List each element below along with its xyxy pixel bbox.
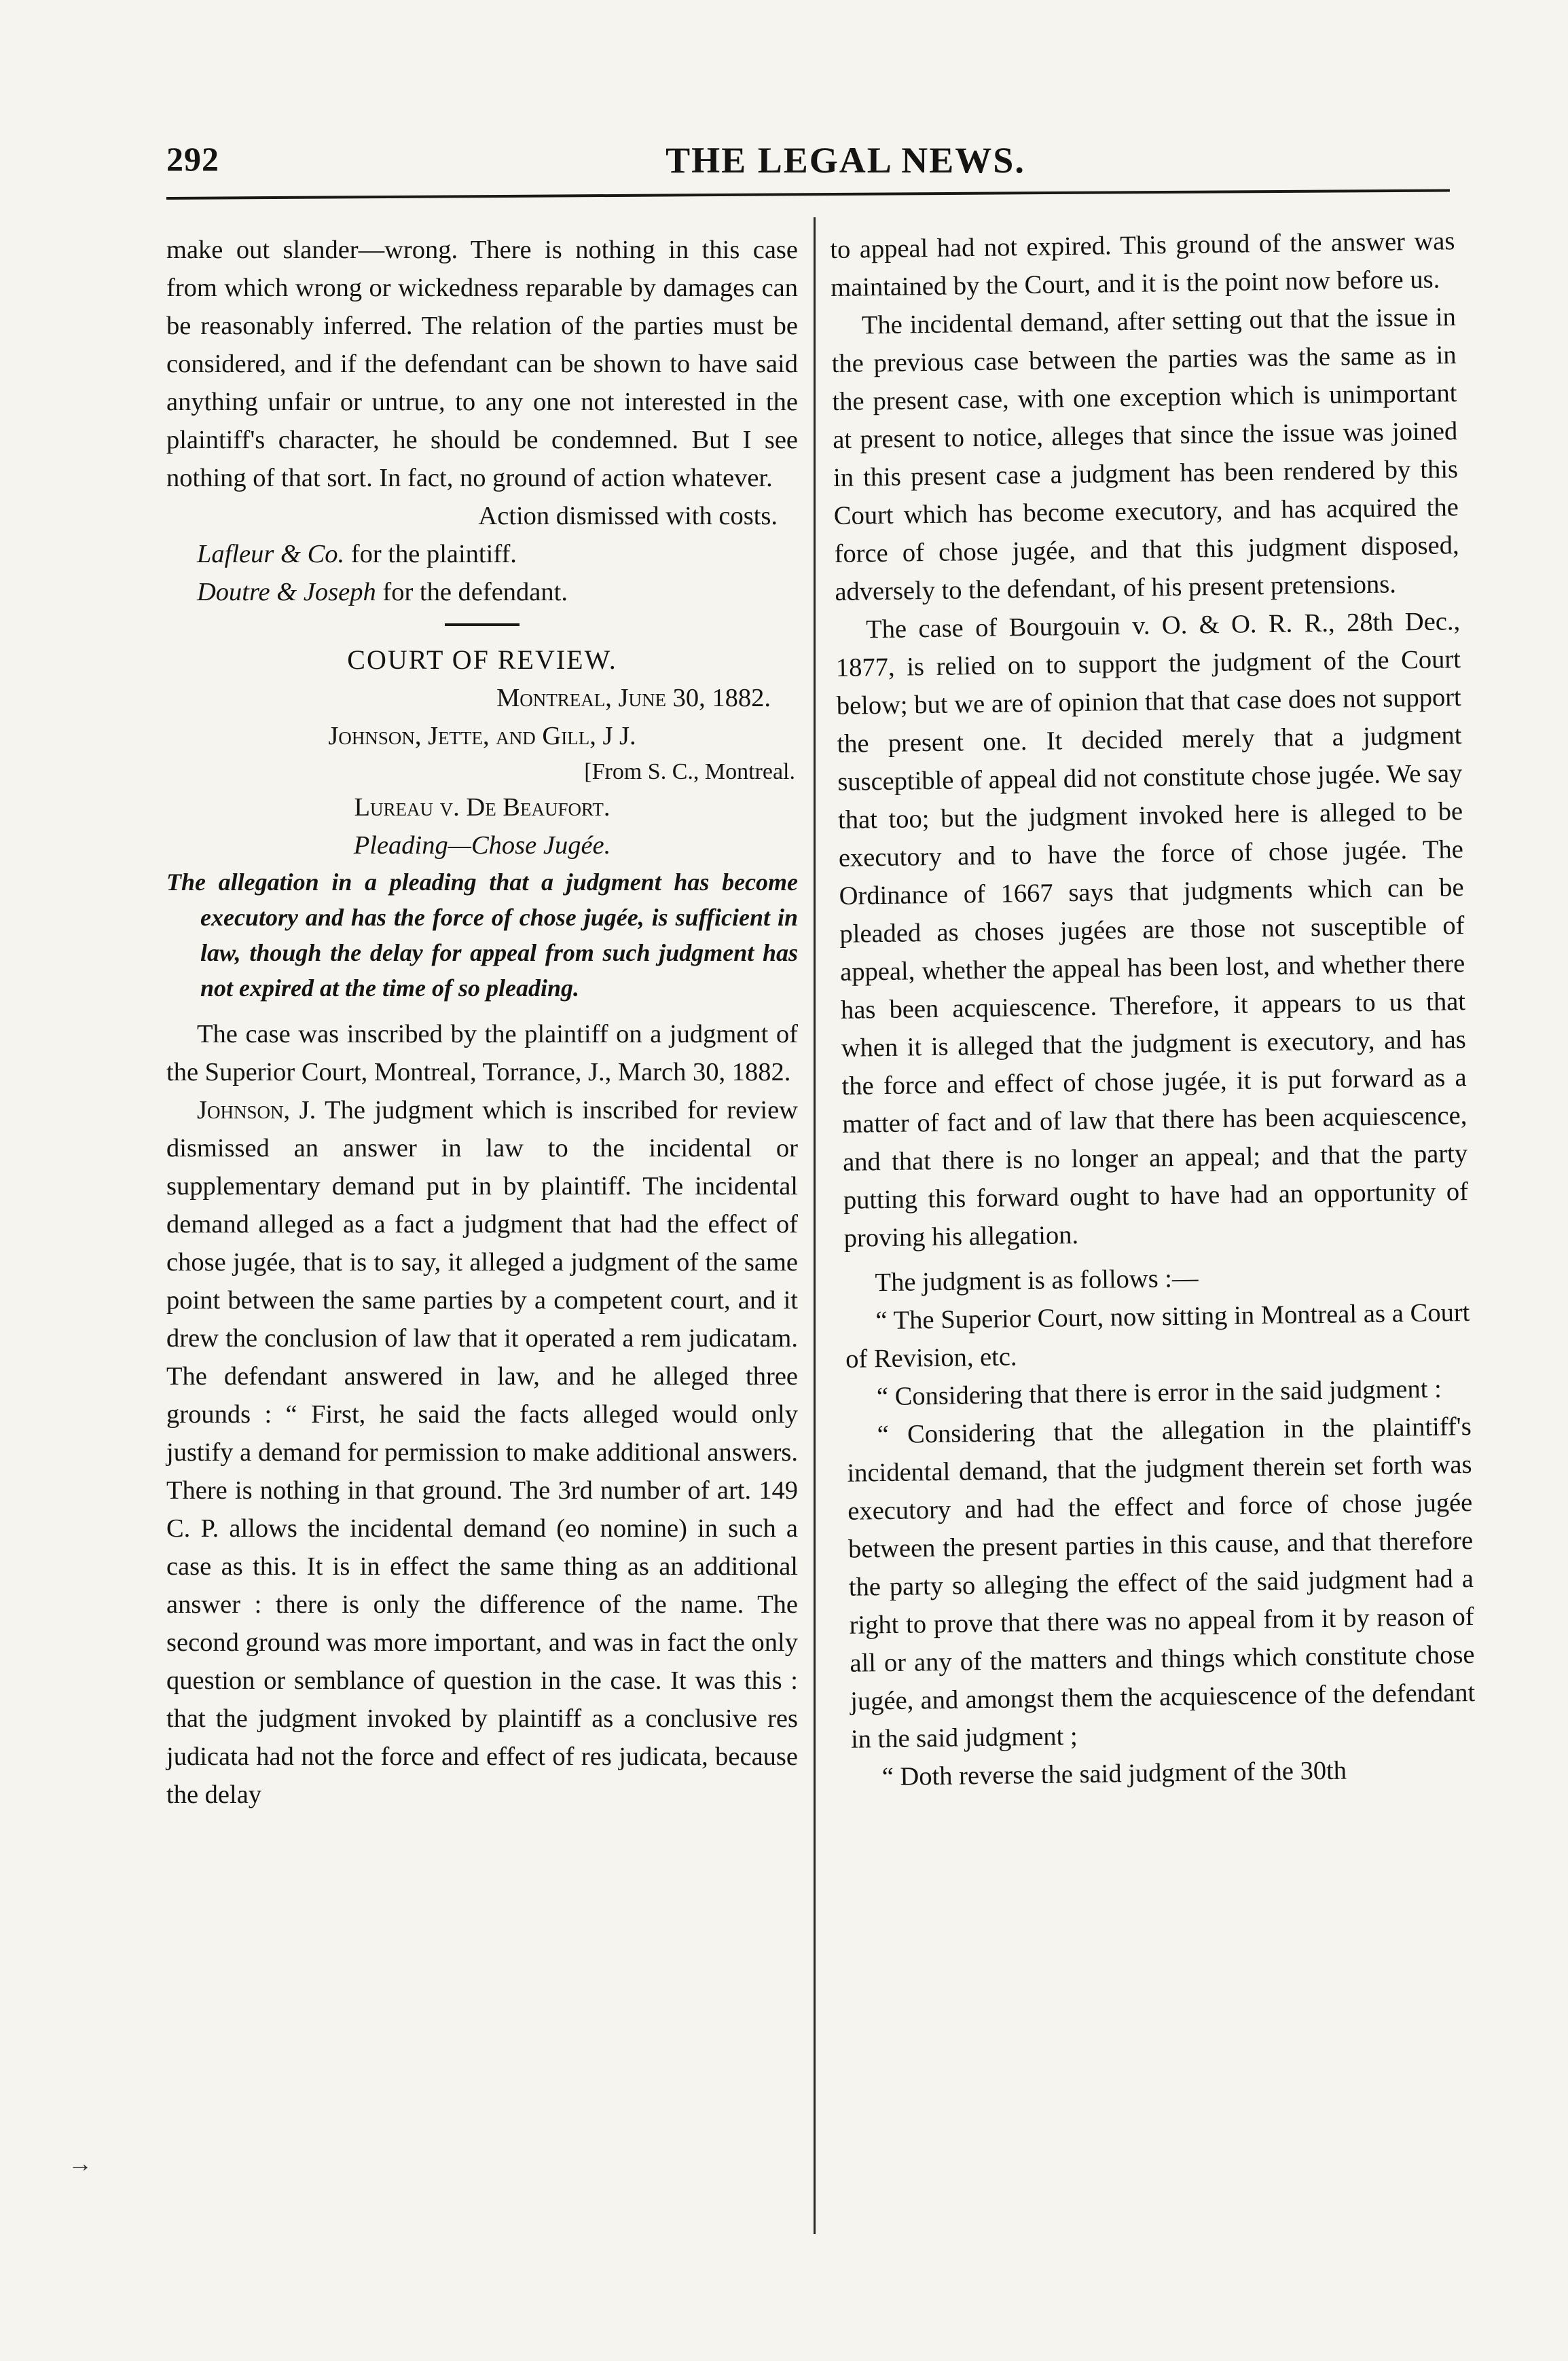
paragraph: The judgment is as follows :— [875,1264,1199,1298]
paragraph: “ The Superior Court, now sitting in Montreal as a Court of Revision, etc. [845,1298,1470,1374]
paragraph: The case was inscribed by the plaintiff on a judgment of the Superior Court, Montreal, Torrance, J., March 30, 1882. [166,1020,798,1086]
counsel-role: for the plaintiff. [344,540,517,568]
paragraph: The incidental demand, after setting out that the issue in the previous case between the parties was the same as in the present case, with one exception which is unimportant at present to notice, alleges that since the issue was joined in this present case a judgment has been rendered by this Court which has become executory, and has acquired the force of chose jugée, and that this judgment disposed, adversely to the defendant, of his present pretensions. [831,303,1459,606]
paragraph: to appeal had not expired. This ground of the answer was maintained by the Court, and it is the point now before us. [830,227,1455,302]
place-date: Montreal, June 30, 1882. [496,684,771,712]
right-column [830,222,1476,1797]
left-column [166,231,798,1814]
judges: Johnson, Jette, and Gill, J J. [328,722,636,750]
paragraph: make out slander—wrong. There is nothing in this case from which wrong or wickedness reparable by damages can be reasonably inferred. The relation of the parties must be considered, and if the defendant can be shown to have said anything unfair or untrue, to any one not interested in the plaintiff's character, he should be condemned. But I see nothing of that sort. In fact, no ground of action whatever. [166,236,798,492]
paragraph: The case of Bourgouin v. O. & O. R. R., 28th Dec., 1877, is relied on to support the judgment of the Court below; but we are of opinion that that case does not support the present one. It decided merely that a judgment susceptible of appeal did not constitute chose jugée. We say that too; but the judgment invoked here is alleged to be executory and to have the force of chose jugée. The Ordinance of 1667 says that judgments which can be pleaded as choses jugées are those not susceptible of appeal, whether the appeal has been lost, and whether there has been acquiescence. Therefore, it appears to us that when it is alleged that the judgment is executory, and has the force and effect of chose jugée, it is put forward as a matter of fact and of law that there has been acquiescence, and that there is no longer an appeal; and that the party putting this forward ought to have had an opportunity of proving his allegation. [835,607,1469,1253]
page-number: 292 [166,140,219,178]
counsel-name: Lafleur & Co. [197,540,345,568]
page-header [166,139,1450,194]
opinion-text: The judgment which is inscribed for review dismissed an answer in law to the incidental or supplementary demand put in by plaintiff. The incidental demand alleged as a fact a judgment that had the effect of chose jugée, that is to say, it alleged a judgment of the same point between the same parties by a competent court, and it drew the conclusion of law that it operated a rem judicatam. The defendant answered in law, and he alleged three grounds : “ First, he said the facts alleged would only justify a demand for permission to make additional answers. There is nothing in that ground. The 3rd number of art. 149 C. P. allows the incidental demand (eo nomine) in such a case as this. It is in effect the same thing as an additional answer : there is only the difference of the name. The second ground was more important, and was in fact the only question or semblance of question in the case. It was this : that the judgment invoked by plaintiff as a conclusive res judicata had not the force and effect of res judicata, because the delay [166,1096,798,1809]
court-note: [From S. C., Montreal. [584,759,795,784]
headnote: The allegation in a pleading that a judgment has become executory and has the force of chose jugée, is sufficient in law, though the delay for appeal from such judgment has not expired at the time of so pleading. [166,868,798,1002]
judge-name: Johnson, J. [197,1096,316,1124]
counsel-name: Doutre & Joseph [197,578,376,606]
margin-mark: → [68,2150,92,2177]
counsel-role: for the defendant. [376,578,568,606]
journal-title: THE LEGAL NEWS. [666,140,1025,181]
judgment-result: Action dismissed with costs. [478,502,778,530]
counsel-plaintiff [166,535,798,573]
case-parties: Lureau v. De Beaufort. [354,793,610,822]
section-rule [445,623,519,626]
paragraph: “ Doth reverse the said judgment of the 30th [881,1756,1347,1792]
column-divider [814,217,816,2234]
court-heading: COURT OF REVIEW. [347,644,617,675]
paragraph: “ Considering that the allegation in the plaintiff's incidental demand, that the judgment therein set forth was executory and had the effect and force of chose jugée between the present parties in this cause, and that therefore the party so alleging the effect of the said judgment had a right to prove that there was no appeal from it by reason of all or any of the matters and things which constitute chose jugée, and amongst them the acquiescence of the defendant in the said judgment ; [847,1412,1476,1754]
counsel-defendant [166,573,798,611]
case-subject: Pleading—Chose Jugée. [353,831,611,860]
paragraph [166,1091,798,1814]
paragraph: “ Considering that there is error in the said judgment : [876,1374,1442,1412]
